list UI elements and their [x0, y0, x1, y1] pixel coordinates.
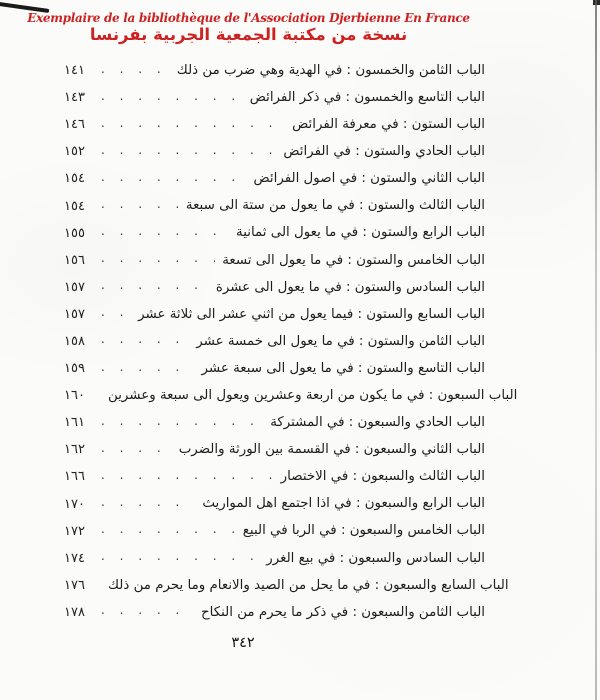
toc-entry-page-number: ١٤٣	[64, 90, 85, 106]
toc-entry	[64, 518, 485, 545]
toc-entry-page-number: ١٥٤	[64, 171, 85, 187]
toc-entry-title: الباب الثامن والخمسون : في الهدية وهي ضرب من ذلك	[176, 62, 485, 78]
toc-entry-title: الباب الحادي والسبعون : في المشتركة	[270, 415, 485, 431]
toc-entry-page-number: ١٥٤	[64, 198, 85, 214]
toc-entry	[64, 599, 485, 626]
toc-entry-title: الباب الثاني والستون : في اصول الفرائض	[253, 171, 485, 187]
toc-entry-page-number: ١٧٢	[64, 523, 85, 539]
toc-entry-page-number: ١٥٦	[64, 252, 85, 268]
toc-entry-title: الباب الحادي والستون : في الفرائض	[283, 144, 485, 160]
dot-leader	[101, 441, 172, 455]
toc-entry-page-number: ١٤٦	[64, 117, 85, 133]
dot-leader	[101, 360, 195, 374]
toc-entry	[64, 192, 485, 219]
toc-entry	[64, 328, 485, 355]
toc-entry-page-number: ١٥٨	[64, 333, 85, 349]
toc-entry-page-number: ١٦٢	[64, 442, 85, 458]
toc-entry-page-number: ١٥٩	[64, 361, 85, 377]
toc-entry-title: الباب التاسع والخمسون : في ذكر الفرائض	[249, 89, 485, 105]
toc-entry-page-number: ١٧٦	[64, 577, 85, 593]
toc-entry	[64, 111, 485, 138]
toc-entry	[64, 220, 485, 247]
library-stamp-french: Exemplaire de la bibliothèque de l'Association Djerbienne En France	[27, 11, 470, 25]
toc-entry-page-number: ١٥٧	[64, 279, 85, 295]
toc-entry	[64, 355, 485, 382]
folio-page-number: ٣٤٢	[231, 635, 255, 651]
toc-entry-title: الباب الرابع والستون : في ما يعول الى ثمانية	[236, 225, 485, 241]
toc-entry-page-number: ١٦٦	[64, 469, 85, 485]
dot-leader	[101, 332, 189, 346]
toc-entry-title: الباب السادس والسبعون : في بيع الغرر	[266, 550, 485, 566]
toc-entry-page-number: ١٥٧	[64, 306, 85, 322]
toc-entry	[64, 84, 485, 111]
toc-entry	[64, 545, 485, 572]
toc-entry	[64, 138, 485, 165]
dot-leader	[101, 495, 195, 509]
dot-leader	[101, 143, 276, 157]
dot-leader	[101, 522, 236, 536]
toc-entry	[64, 382, 518, 409]
dot-leader	[101, 251, 215, 265]
toc-entry-title: الباب السابع والسبعون : في ما يحل من الصيد والانعام وما يحرم من ذلك	[108, 577, 509, 593]
toc-entry-page-number: ١٦١	[64, 415, 85, 431]
toc-entry-page-number: ١٧٨	[64, 604, 85, 620]
toc-entry	[64, 247, 485, 274]
toc-entry	[64, 301, 485, 328]
toc-entry-title: الباب الستون : في معرفة الفرائض	[292, 117, 485, 133]
toc-entry	[64, 57, 485, 84]
toc-entry-title: الباب التاسع والستون : في ما يعول الى سبعة عشر	[201, 360, 485, 376]
dot-leader	[101, 278, 209, 292]
toc-list	[64, 57, 518, 626]
dot-leader	[101, 62, 170, 76]
toc-entry-page-number: ١٦٠	[64, 388, 85, 404]
dot-leader	[101, 89, 243, 103]
library-stamp-arabic: نسخة من مكتبة الجمعية الجربية بفرنسا	[89, 25, 408, 44]
dot-leader	[101, 305, 131, 319]
toc-entry-title: الباب الرابع والسبعون : في اذا اجتمع اهل المواريث	[202, 496, 485, 512]
library-stamp	[0, 11, 497, 44]
dot-leader	[101, 197, 179, 211]
dot-leader	[101, 603, 194, 617]
toc-entry	[64, 572, 509, 599]
dot-leader	[101, 170, 246, 184]
dot-leader	[101, 224, 229, 238]
toc-entry-title: الباب السبعون : في ما يكون من اربعة وعشرين ويعول الى سبعة وعشرين	[108, 387, 518, 403]
dot-leader	[101, 116, 285, 130]
toc-entry-title: الباب الخامس والسبعون : في الربا في البيع	[242, 523, 485, 539]
toc-entry	[64, 274, 485, 301]
toc-entry	[64, 436, 485, 463]
toc-entry	[64, 165, 485, 192]
toc-entry-title: الباب السادس والستون : في ما يعول الى عشرة	[215, 279, 485, 295]
toc-entry-page-number: ١٥٢	[64, 144, 85, 160]
dot-leader	[101, 414, 263, 428]
toc-entry-title: الباب الثالث والسبعون : في الاختصار	[280, 469, 485, 485]
scan-page-edge-line	[595, 0, 597, 700]
toc-entry-page-number: ١٤١	[64, 63, 85, 79]
toc-entry-page-number: ١٧٠	[64, 496, 85, 512]
toc-entry-title: الباب الثاني والسبعون : في القسمة بين الورثة والضرب	[178, 442, 485, 458]
toc-entry-title: الباب الثامن والسبعون : في ذكر ما يحرم من النكاح	[200, 604, 485, 620]
toc-entry-page-number: ١٧٤	[64, 550, 85, 566]
toc-entry	[64, 409, 485, 436]
toc-entry-title: الباب الثالث والستون : في ما يعول من ستة الى سبعة	[185, 198, 485, 214]
toc-entry-title: الباب السابع والستون : فيما يعول من اثني عشر الى ثلاثة عشر	[138, 306, 485, 322]
toc-entry-page-number: ١٥٥	[64, 225, 85, 241]
toc-entry	[64, 463, 485, 490]
toc-entry	[64, 491, 485, 518]
toc-entry-title: الباب الثامن والستون : في ما يعول الى خمسة عشر	[196, 333, 485, 349]
toc-entry-title: الباب الخامس والستون : في ما يعول الى تسعة	[222, 252, 485, 268]
dot-leader	[101, 468, 274, 482]
dot-leader	[101, 549, 259, 563]
